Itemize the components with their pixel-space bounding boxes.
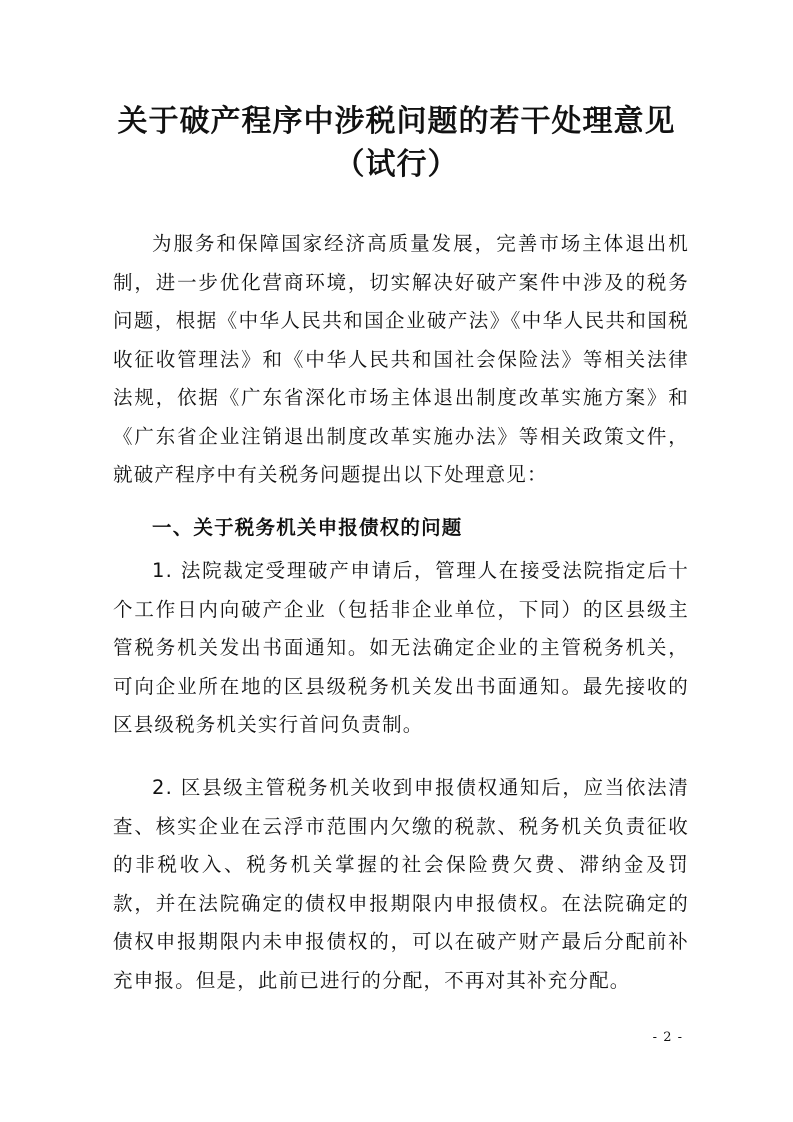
paragraph-item-1-block: [113, 552, 689, 745]
document-title: 关于破产程序中涉税问题的若干处理意见: [117, 104, 676, 139]
page-number: - 2 -: [652, 1030, 683, 1045]
paragraph-item-2: 2. 区县级主管税务机关收到申报债权通知后，应当依法清查、核实企业在云浮市范围内欠缴的税款、税务机关负责征收的非税收入、税务机关掌握的社会保险费欠费、滞纳金及罚款，并在法院确定的债权申报期限内申报债权。在法院确定的债权申报期限内未申报债权的，可以在破产财产最后分配前补充申报。但是，此前已进行的分配，不再对其补充分配。: [113, 776, 689, 992]
section-heading: 一、关于税务机关申报债权的问题: [152, 516, 463, 539]
intro-paragraph-block: [113, 225, 689, 495]
document-subtitle: （试行）: [334, 147, 459, 182]
paragraph-item-2-block: [113, 769, 689, 1000]
intro-paragraph: 为服务和保障国家经济高质量发展，完善市场主体退出机制，进一步优化营商环境，切实解决好破产案件中涉及的税务问题，根据《中华人民共和国企业破产法》《中华人民共和国税收征收管理法》和《中华人民共和国社会保险法》等相关法律法规，依据《广东省深化市场主体退出制度改革实施方案》和《广东省企业注销退出制度改革实施办法》等相关政策文件，就破产程序中有关税务问题提出以下处理意见：: [113, 232, 689, 486]
paragraph-item-1: 1. 法院裁定受理破产申请后，管理人在接受法院指定后十个工作日内向破产企业（包括非企业单位，下同）的区县级主管税务机关发出书面通知。如无法确定企业的主管税务机关，可向企业所在地的区县级税务机关发出书面通知。最先接收的区县级税务机关实行首问负责制。: [113, 559, 689, 736]
